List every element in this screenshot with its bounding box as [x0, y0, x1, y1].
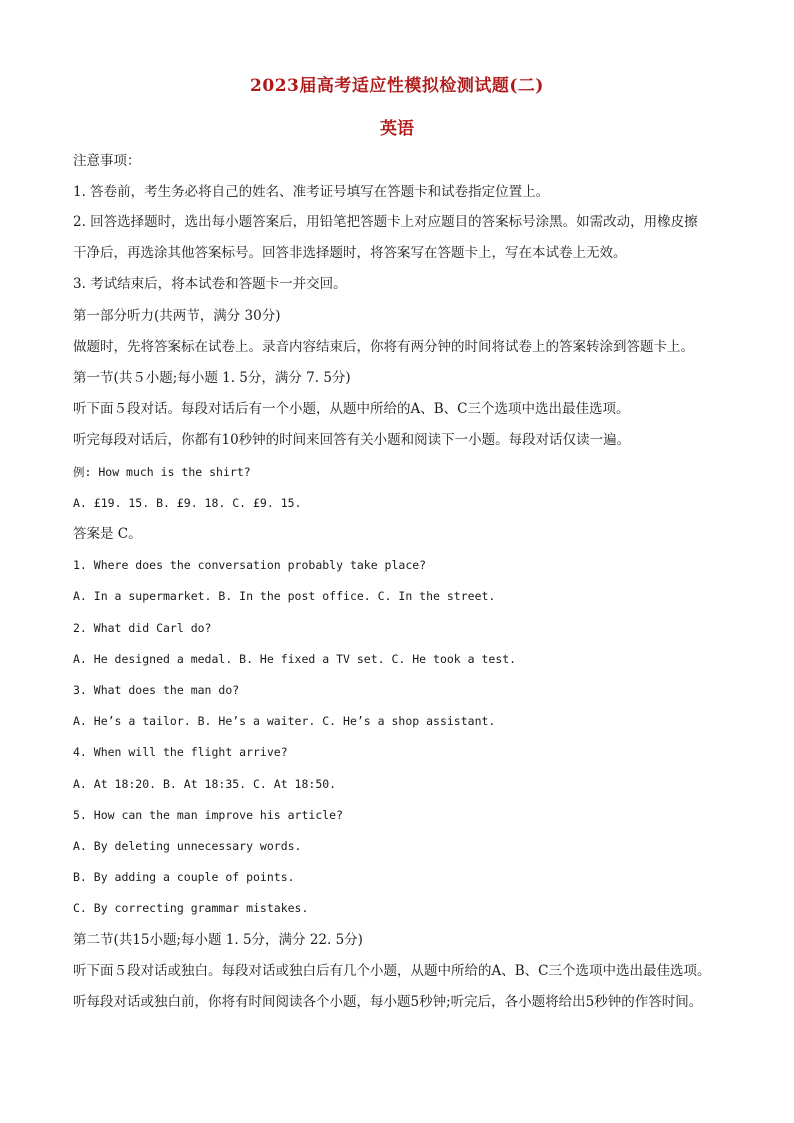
question-4: 4. When will the flight arrive? — [73, 745, 288, 759]
question-1: 1. Where does the conversation probably take place? — [73, 558, 427, 572]
section2-instruction-1: 听下面５段对话或独白。每段对话或独白后有几个小题，从题中所给的A、B、C三个选项中选出最佳选项。 — [73, 963, 711, 979]
question-5: 5. How can the man improve his article? — [73, 808, 344, 822]
notice-item-2-line-1: 2. 回答选择题时，选出每小题答案后，用铅笔把答题卡上对应题目的答案标号涂黑。如需改动，用橡皮擦 — [73, 214, 698, 230]
question-5-option-c: C. By correcting grammar mistakes. — [73, 901, 309, 915]
part1-heading: 第一部分听力(共两节，满分 30分) — [73, 308, 281, 324]
document-title: 2023届高考适应性模拟检测试题(二) — [250, 76, 544, 96]
section1-heading: 第一节(共５小题;每小题 1. 5分，满分 7. 5分) — [73, 370, 351, 386]
section1-instruction-1: 听下面５段对话。每段对话后有一个小题，从题中所给的A、B、C三个选项中选出最佳选项。 — [73, 401, 630, 417]
question-2: 2. What did Carl do? — [73, 621, 212, 635]
question-5-option-a: A. By deleting unnecessary words. — [73, 839, 302, 853]
section1-instruction-2: 听完每段对话后，你都有10秒钟的时间来回答有关小题和阅读下一小题。每段对话仅读一遍。 — [73, 432, 631, 448]
question-4-options: A. At 18:20. B. At 18:35. C. At 18:50. — [73, 777, 337, 791]
question-2-options: A. He designed a medal. B. He fixed a TV set. C. He took a test. — [73, 652, 517, 666]
question-5-option-b: B. By adding a couple of points. — [73, 870, 295, 884]
question-1-options: A. In a supermarket. B. In the post office. C. In the street. — [73, 589, 496, 603]
subject-title: 英语 — [380, 119, 414, 139]
question-3: 3. What does the man do? — [73, 683, 240, 697]
part1-instruction: 做题时，先将答案标在试卷上。录音内容结束后，你将有两分钟的时间将试卷上的答案转涂到答题卡上。 — [73, 339, 694, 355]
notice-item-3: 3. 考试结束后，将本试卷和答题卡一并交回。 — [73, 276, 347, 292]
example-question: 例: How much is the shirt? — [73, 465, 251, 479]
question-3-options: A. He’s a tailor. B. He’s a waiter. C. He’s a shop assistant. — [73, 714, 496, 728]
example-answer: 答案是 C。 — [73, 526, 142, 542]
notice-heading: 注意事项： — [73, 153, 141, 169]
notice-item-1: 1. 答卷前，考生务必将自己的姓名、准考证号填写在答题卡和试卷指定位置上。 — [73, 184, 550, 200]
notice-item-2-line-2: 干净后，再选涂其他答案标号。回答非选择题时，将答案写在答题卡上，写在本试卷上无效。 — [73, 245, 627, 261]
section2-instruction-2: 听每段对话或独白前，你将有时间阅读各个小题，每小题5秒钟;听完后，各小题将给出5秒钟的作答时间。 — [73, 994, 703, 1010]
example-options: A. £19. 15. B. £9. 18. C. £9. 15. — [73, 496, 302, 510]
section2-heading: 第二节(共15小题;每小题 1. 5分，满分 22. 5分) — [73, 932, 363, 948]
